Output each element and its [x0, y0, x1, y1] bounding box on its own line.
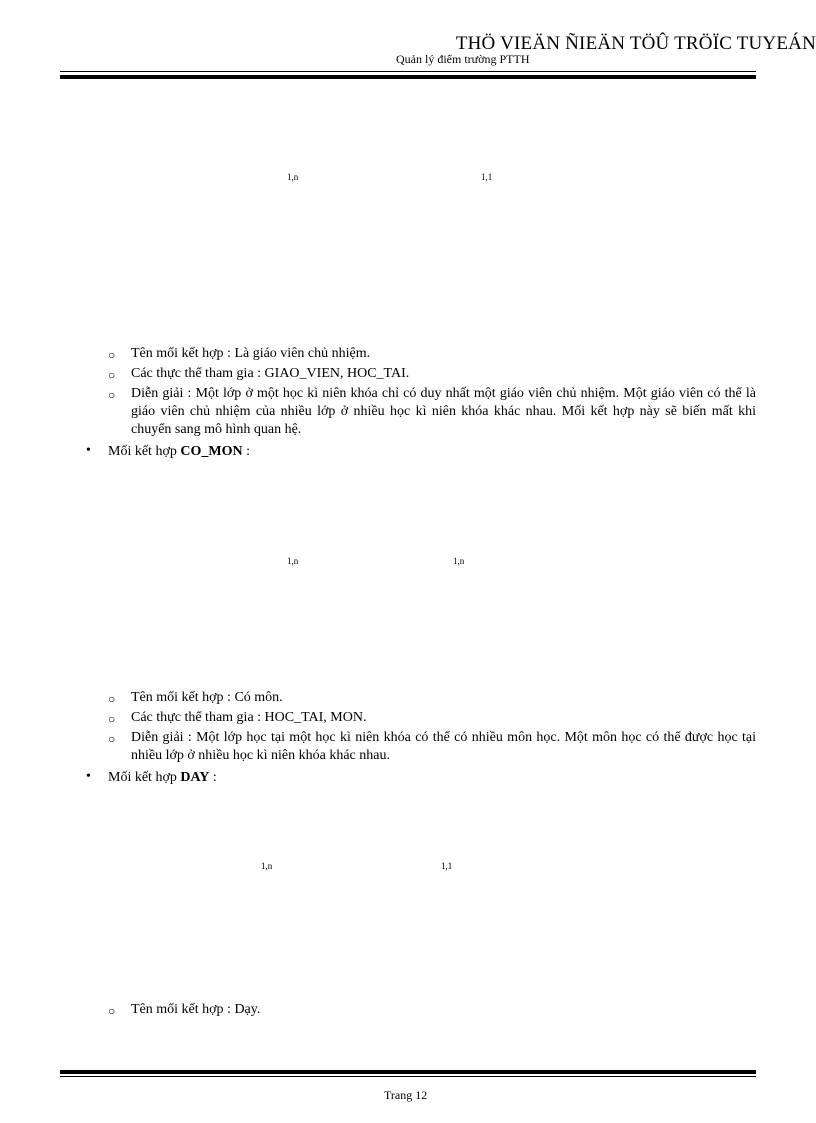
section-co-mon-heading: Mối kết hợp CO_MON : — [108, 444, 250, 459]
footer-rule-thick — [60, 1070, 756, 1074]
diagram3-cardinality-right: 1,1 — [441, 861, 453, 871]
relation2-name: Tên mối kết hợp : Có môn. — [131, 690, 283, 705]
disc-bullet-icon: • — [86, 443, 91, 458]
page-number: Trang 12 — [384, 1088, 428, 1102]
header-rule-thin — [60, 71, 756, 72]
circle-bullet-icon: ○ — [108, 348, 116, 362]
diagram3-cardinality-left: 1,n — [261, 861, 273, 871]
relation3-name: Tên mối kết hợp : Dạy. — [131, 1002, 261, 1017]
circle-bullet-icon: ○ — [108, 368, 116, 382]
relation1-description: Diễn giải : Một lớp ở một học kì niên khóa chỉ có duy nhất một giáo viên chủ nhiệm. Một giáo viên có thể là giáo viên chủ nhiệm của nhiều lớp ở nhiều học kì niên khóa khác nhau. Mối kết hợp này sẽ biến mất khi chuyển sang mô hình quan hệ. — [131, 386, 756, 437]
diagram1-cardinality-left: 1,n — [287, 172, 299, 182]
circle-bullet-icon: ○ — [108, 1004, 116, 1018]
relation1-name: Tên mối kết hợp : Là giáo viên chủ nhiệm. — [131, 346, 371, 361]
header-watermark: THÖ VIEÄN ÑIEÄN TÖÛ TRÖÏC TUYEÁN — [455, 33, 816, 54]
circle-bullet-icon: ○ — [108, 692, 116, 706]
relation2-description: Diễn giải : Một lớp học tại một học kì niên khóa có thể có nhiều môn học. Một môn học có thể được học tại nhiều lớp ở nhiều học kì niên khóa khác nhau. — [131, 730, 756, 763]
circle-bullet-icon: ○ — [108, 732, 116, 746]
circle-bullet-icon: ○ — [108, 712, 116, 726]
diagram2-cardinality-left: 1,n — [287, 556, 299, 566]
circle-bullet-icon: ○ — [108, 388, 116, 402]
header-subtitle: Quản lý điểm trường PTTH — [396, 52, 530, 66]
disc-bullet-icon: • — [86, 769, 91, 784]
diagram2-cardinality-right: 1,n — [453, 556, 465, 566]
relation2-entities: Các thực thể tham gia : HOC_TAI, MON. — [131, 710, 367, 725]
relation1-entities: Các thực thể tham gia : GIAO_VIEN, HOC_TAI. — [131, 366, 410, 381]
diagram1-cardinality-right: 1,1 — [481, 172, 493, 182]
header-rule-thick — [60, 75, 756, 79]
footer-rule-thin — [60, 1076, 756, 1077]
section-day-heading: Mối kết hợp DAY : — [108, 770, 217, 785]
